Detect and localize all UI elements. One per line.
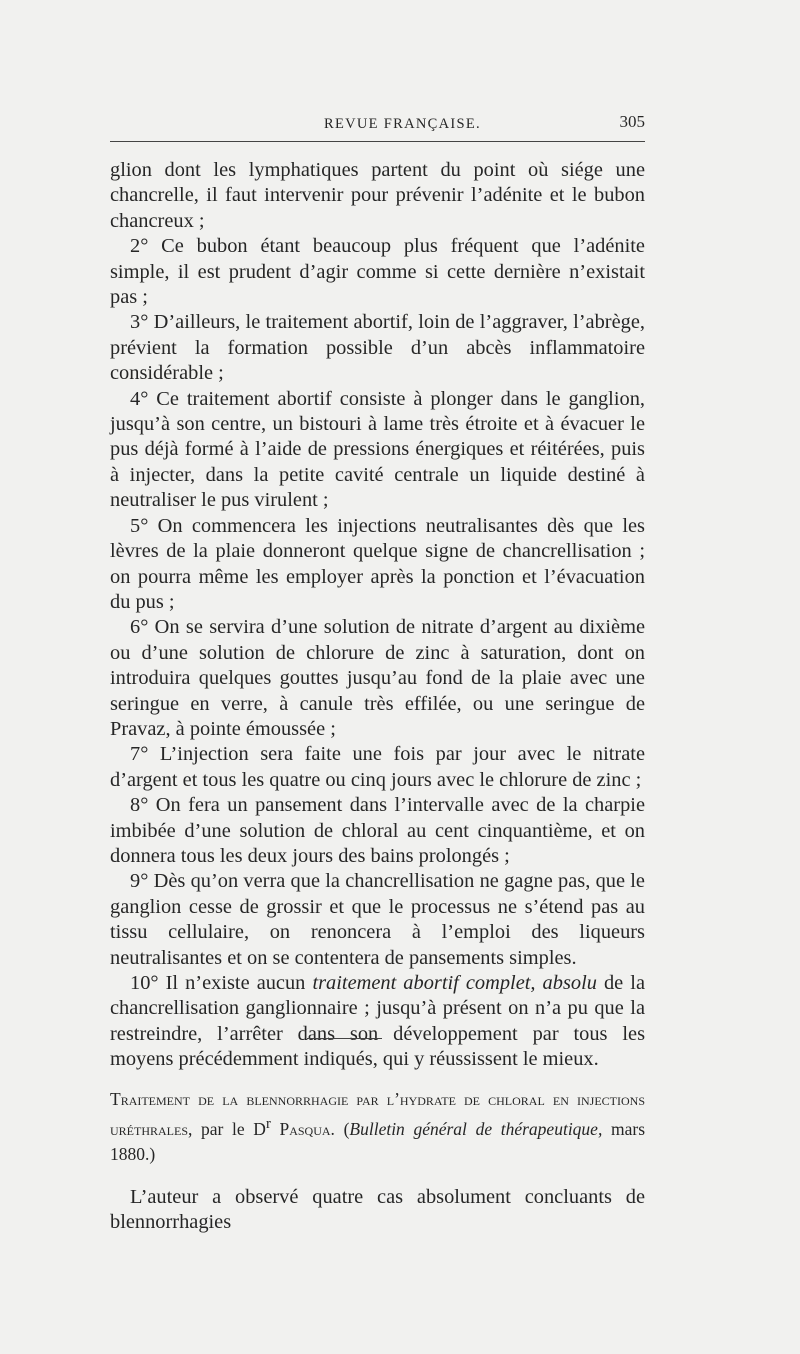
point-2: 2° Ce bubon étant beaucoup plus fréquent que l’adénite simple, il est prudent d’agir comme si cette dernière n’existait pas ; bbox=[110, 235, 645, 309]
point-10-suffix: de la chancrellisation ganglionnaire ; jusqu’à présent on n’a pu que la restreindre, l’arrêter dans son développement par tous les moyens précédemment indiqués, qui y réussissent le mieux. bbox=[110, 972, 645, 1071]
reference-date: mars 1880.) bbox=[110, 1118, 645, 1164]
point-5: 5° On commencera les injections neutralisantes dès que les lèvres de la plaie donneront quelque signe de chancrellisation ; on pourra même les employer après la ponction et l’évacuation du pus ; bbox=[110, 514, 645, 613]
point-9: 9° Dès qu’on verra que la chancrellisation ne gagne pas, que le ganglion cesse de grossir et que le processus ne s’étend pas au tissu cellulaire, on renoncera à l’emploi des liqueurs neutralisantes et on se contentera de pansements simples. bbox=[110, 870, 645, 969]
reference-title: Traitement de la blennorrhagie par l’hydrate de chloral en injections uréthrales, bbox=[110, 1089, 645, 1139]
reference-open-paren: ( bbox=[334, 1118, 350, 1139]
running-title: REVUE FRANÇAISE. bbox=[324, 116, 481, 132]
header-rule bbox=[110, 141, 645, 142]
reference-dr-sup: r bbox=[265, 1116, 271, 1132]
main-text bbox=[110, 158, 645, 1073]
point-7: 7° L’injection sera faite une fois par jour avec le nitrate d’argent et tous les quatre ou cinq jours avec le chlorure de zinc ; bbox=[110, 743, 645, 791]
reference-by: par le D bbox=[192, 1118, 266, 1139]
reference-journal: Bulletin général de thérapeutique, bbox=[349, 1118, 603, 1139]
point-6: 6° On se servira d’une solution de nitrate d’argent au dixième ou d’une solution de chlorure de zinc à saturation, dont on introduira quelques gouttes jusqu’au fond de la plaie avec une seringue en verre, à canule très effilée, ou une seringue de Pravaz, à pointe émoussée ; bbox=[110, 616, 645, 740]
section-separator bbox=[307, 1038, 382, 1039]
point-10-prefix: 10° Il n’existe aucun bbox=[130, 972, 313, 994]
point-10 bbox=[110, 971, 645, 1073]
closing-text bbox=[110, 1185, 645, 1235]
point-10-emphasis: traitement abortif complet, absolu bbox=[312, 972, 597, 994]
closing-paragraph: L’auteur a observé quatre cas absolument concluants de blennorrhagies bbox=[110, 1186, 645, 1233]
page-number: 305 bbox=[619, 112, 645, 131]
article-reference bbox=[110, 1087, 645, 1167]
point-8: 8° On fera un pansement dans l’intervalle avec de la charpie imbibée d’une solution de chloral au cent cinquantième, et on donnera tous les deux jours des bains prolongés ; bbox=[110, 794, 645, 867]
point-4: 4° Ce traitement abortif consiste à plonger dans le ganglion, jusqu’à son centre, un bistouri à lame très étroite et à évacuer le pus déjà formé à l’aide de pressions énergiques et réitérées, puis à injecter, dans la petite cavité centrale un liquide destiné à neutraliser le pus virulent ; bbox=[110, 387, 645, 512]
paragraph-continuation: glion dont les lymphatiques partent du point où siége une chancrelle, il faut intervenir pour prévenir l’adénite et le bubon chancreux ; bbox=[110, 159, 645, 232]
reference-author: Pasqua. bbox=[270, 1118, 335, 1139]
point-3: 3° D’ailleurs, le traitement abortif, loin de l’aggraver, l’abrège, prévient la formation possible d’un abcès inflammatoire considérable ; bbox=[110, 311, 645, 385]
